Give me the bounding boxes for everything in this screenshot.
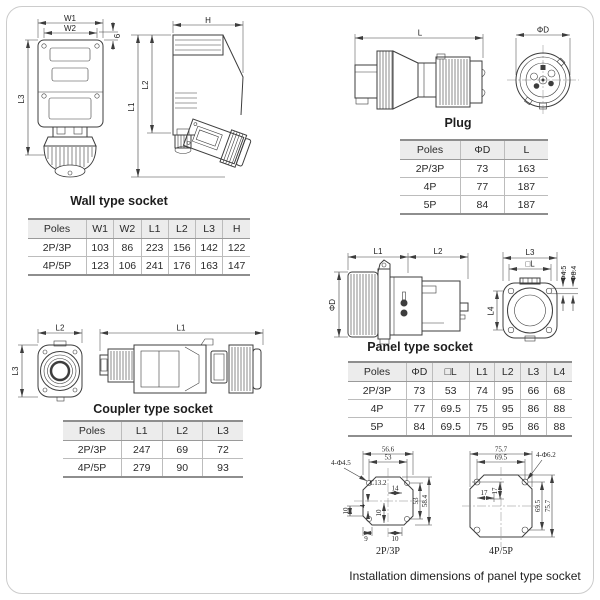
column-header: Poles: [348, 362, 407, 382]
table-row: [348, 418, 572, 437]
row-label: 4P/5P: [63, 459, 122, 478]
dim-label-53-height: 53: [412, 497, 420, 505]
table-header-row: [63, 421, 243, 441]
dimension-value: 53: [432, 382, 469, 400]
dimension-value: 93: [203, 459, 244, 478]
column-header: L2: [168, 219, 195, 239]
column-header: L2: [495, 362, 521, 382]
coupler-socket-caption: Coupler type socket: [93, 402, 213, 416]
column-header: L4: [546, 362, 572, 382]
row-label: 2P/3P: [362, 384, 392, 397]
dim-label-l3: L3: [11, 366, 20, 376]
dimension-value: 103: [87, 239, 114, 257]
dim-label-counterbore-dia: Φ8.4: [571, 265, 578, 281]
dimension-value: 90: [162, 459, 203, 478]
column-header: Poles: [28, 219, 87, 239]
row-label: 4P/5P: [28, 257, 87, 276]
dimension-value: 86: [521, 418, 547, 437]
column-header: L1: [122, 421, 163, 441]
dim-label-4: 4: [359, 504, 367, 508]
dimension-value: 223: [141, 239, 168, 257]
table-header-row: [28, 219, 250, 239]
row-label: 2P/3P: [77, 443, 107, 456]
dim-label-phi-d: ΦD: [328, 298, 337, 312]
column-header: ΦD: [407, 362, 433, 382]
installation-caption: Installation dimensions of panel type socket: [349, 569, 581, 583]
column-header: L1: [141, 219, 168, 239]
dimension-value: 123: [87, 257, 114, 276]
dimension-value: 69: [162, 441, 203, 459]
dimension-value: 163: [196, 257, 223, 276]
row-label: 4P: [400, 178, 461, 196]
dim-label-l3: L3: [525, 248, 535, 257]
plug-table: [400, 139, 548, 215]
dim-label-phi-d: ΦD: [536, 25, 550, 35]
dim-label-left-10: 10: [342, 507, 350, 515]
column-header: L3: [203, 421, 244, 441]
table-row: [400, 160, 548, 178]
dimension-value: 176: [168, 257, 195, 276]
plug-caption: Plug: [444, 116, 472, 130]
dimension-value: 147: [223, 257, 250, 276]
table-row: [348, 400, 572, 418]
coupler-socket-side-view-drawing: [93, 323, 268, 405]
row-label: 2P/3P: [415, 162, 445, 175]
dim-label-4-holes-large: 4-Φ6.2: [536, 451, 556, 459]
dimension-value: 69.5: [432, 400, 469, 418]
dim-label-56-6: 56.6: [381, 445, 395, 454]
large-cutout-label: 4P/5P: [489, 546, 513, 557]
wall-socket-table: [28, 218, 250, 276]
column-header: L1: [469, 362, 495, 382]
table-row: [400, 178, 548, 196]
column-header: L2: [162, 421, 203, 441]
table-header-row: [400, 140, 548, 160]
dim-label-l3: L3: [17, 94, 26, 104]
dimension-value: 187: [504, 196, 548, 215]
dim-label-4-holes: 4-Φ4.5: [331, 459, 351, 467]
column-header: ΦD: [461, 140, 505, 160]
wall-socket-front-view-drawing: [17, 14, 125, 200]
wall-socket-side-view-drawing: [125, 15, 260, 200]
column-header: □L: [432, 362, 469, 382]
plug-key-pin: [541, 65, 546, 70]
table-header-row: [348, 362, 572, 382]
dimension-value: 279: [122, 459, 163, 478]
dim-label-l1: L1: [176, 323, 186, 333]
dimension-value: 156: [168, 239, 195, 257]
column-header: L3: [196, 219, 223, 239]
dim-label-mid-10: 10: [375, 509, 383, 517]
dimension-value: 122: [223, 239, 250, 257]
plug-front-view-drawing: [505, 25, 595, 120]
dim-label-69-5-height: 69.5: [534, 499, 542, 513]
dimension-value: 95: [495, 400, 521, 418]
dim-label-69-5-width: 69.5: [494, 453, 508, 462]
coupler-socket-front-view-drawing: [13, 323, 98, 405]
dim-label-h17: 17: [480, 489, 488, 497]
dimension-value: 75: [469, 400, 495, 418]
table-row: [28, 239, 250, 257]
dimension-value: 73: [461, 160, 505, 178]
dimension-value: 68: [546, 382, 572, 400]
dimension-value: 247: [122, 441, 163, 459]
table-row: [63, 441, 243, 459]
dim-label-53-width: 53: [384, 453, 392, 462]
dim-label-w1: W1: [64, 14, 76, 23]
panel-socket-side-view-drawing: [326, 245, 476, 350]
dim-label-9: 9: [364, 535, 368, 543]
dimension-value: 72: [203, 441, 244, 459]
installation-dimensions-drawing: [330, 440, 600, 565]
dim-label-chamfer: C13.2: [369, 479, 387, 487]
coupler-socket-table: [63, 420, 243, 478]
plug-side-view-drawing: [340, 25, 490, 120]
dim-label-l2: L2: [141, 80, 150, 90]
dimension-value: 86: [521, 400, 547, 418]
dimension-value: 106: [114, 257, 141, 276]
dim-label-bottom-10: 10: [391, 535, 399, 543]
column-header: H: [223, 219, 250, 239]
dim-label-l2: L2: [55, 323, 65, 333]
dimension-value: 86: [114, 239, 141, 257]
dim-label-v17: 17: [491, 487, 499, 495]
dim-label-hole-dia: Φ4.5: [561, 265, 568, 281]
dimension-value: 95: [495, 382, 521, 400]
dimension-value: 142: [196, 239, 223, 257]
dim-label-l4: L4: [486, 306, 496, 316]
dimension-value: 73: [407, 382, 433, 400]
dim-label-square-l: □L: [525, 259, 535, 269]
panel-socket-front-view-drawing: [486, 245, 600, 350]
dim-label-75-7-width: 75.7: [494, 445, 508, 454]
dimension-value: 84: [461, 196, 505, 215]
row-label: 5P: [400, 196, 461, 215]
column-header: Poles: [63, 421, 122, 441]
table-row: [400, 196, 548, 215]
row-label: 2P/3P: [42, 241, 72, 254]
dimension-value: 66: [521, 382, 547, 400]
dim-label-offset-6: 6: [113, 33, 122, 39]
column-header: L: [504, 140, 548, 160]
dim-label-l1: L1: [373, 247, 383, 256]
panel-socket-table: [348, 361, 572, 437]
dim-label-75-7-height: 75.7: [544, 499, 552, 513]
dimension-value: 88: [546, 400, 572, 418]
dimension-value: 84: [407, 418, 433, 437]
column-header: Poles: [400, 140, 461, 160]
dimension-value: 163: [504, 160, 548, 178]
dimension-value: 77: [407, 400, 433, 418]
dim-label-w2: W2: [64, 24, 76, 33]
table-row: [28, 257, 250, 276]
dim-label-h: H: [205, 16, 211, 25]
panel-socket-caption: Panel type socket: [367, 340, 473, 354]
column-header: L3: [521, 362, 547, 382]
dimension-value: 77: [461, 178, 505, 196]
dimension-value: 187: [504, 178, 548, 196]
wall-socket-caption: Wall type socket: [70, 194, 168, 208]
table-row: [63, 459, 243, 478]
dimension-value: 88: [546, 418, 572, 437]
dimension-value: 69.5: [432, 418, 469, 437]
row-label: 4P: [348, 400, 407, 418]
dimension-value: 74: [469, 382, 495, 400]
small-cutout-label: 2P/3P: [376, 546, 400, 557]
dim-label-14: 14: [391, 484, 399, 493]
dimension-value: 75: [469, 418, 495, 437]
column-header: W2: [114, 219, 141, 239]
dimension-value: 241: [141, 257, 168, 276]
dim-label-l1: L1: [127, 102, 136, 112]
dim-label-l2: L2: [433, 247, 443, 256]
dim-label-58-4: 58.4: [421, 494, 429, 508]
dim-label-l: L: [417, 28, 423, 38]
table-row: [348, 382, 572, 400]
column-header: W1: [87, 219, 114, 239]
dimension-value: 95: [495, 418, 521, 437]
row-label: 5P: [348, 418, 407, 437]
